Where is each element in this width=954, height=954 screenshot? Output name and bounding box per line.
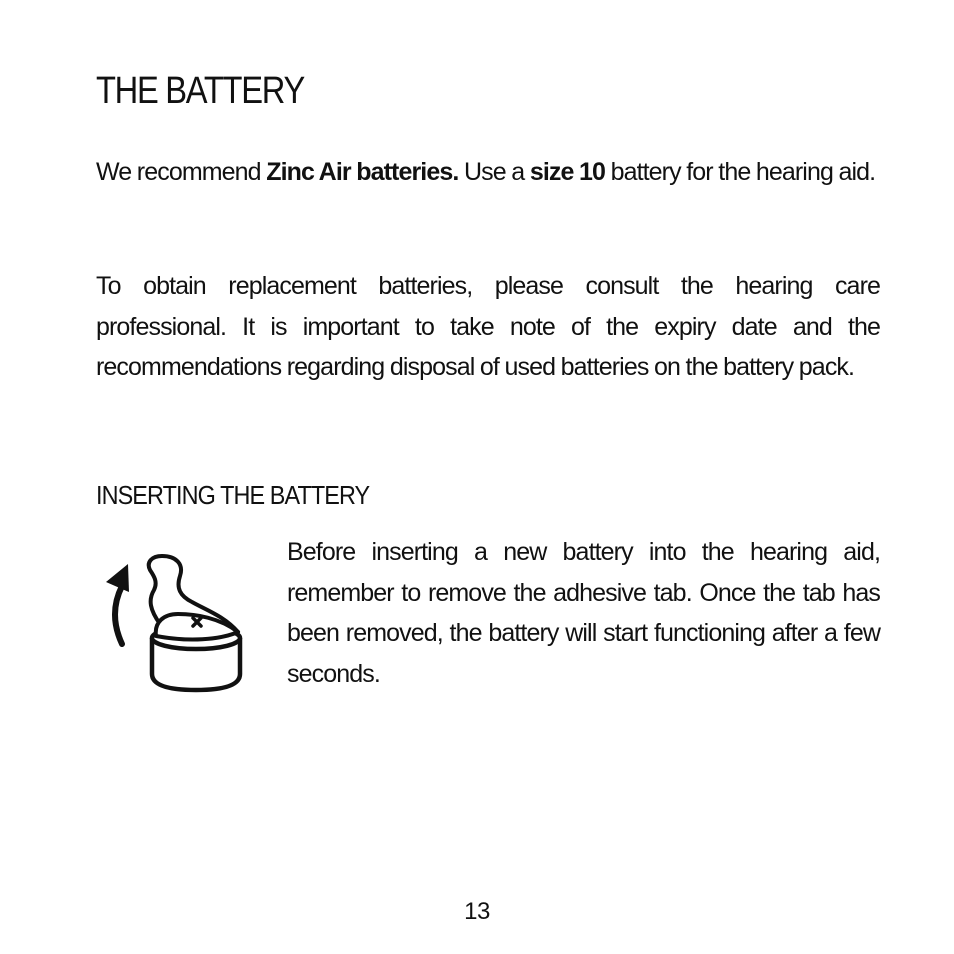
page-title: THE BATTERY bbox=[96, 70, 304, 112]
inserting-battery-paragraph: Before inserting a new battery into the hearing aid, remember to remove the adhesive tab. Once the tab has been removed, the battery will start functioning after a few seconds. bbox=[287, 538, 880, 688]
battery-tab-removal-icon bbox=[96, 552, 256, 697]
replacement-batteries-paragraph: To obtain replacement batteries, please consult the hearing care professional. It is important to take note of the expiry date and the recommendations regarding disposal of used batteries on the battery pack. bbox=[96, 272, 880, 381]
recommendation-text-2: Use a bbox=[458, 158, 530, 186]
battery-type: Zinc Air batteries. bbox=[266, 158, 459, 186]
battery-size: size 10 bbox=[529, 158, 606, 186]
curved-arrow-icon bbox=[115, 586, 122, 644]
recommendation-text-1: We recommend bbox=[96, 158, 267, 186]
battery-recommendation-paragraph bbox=[96, 152, 880, 193]
recommendation-text-3: battery for the hearing aid. bbox=[605, 158, 876, 186]
arrow-head-icon bbox=[106, 564, 129, 592]
inserting-battery-heading: INSERTING THE BATTERY bbox=[96, 480, 370, 510]
page-number: 13 bbox=[464, 898, 490, 925]
